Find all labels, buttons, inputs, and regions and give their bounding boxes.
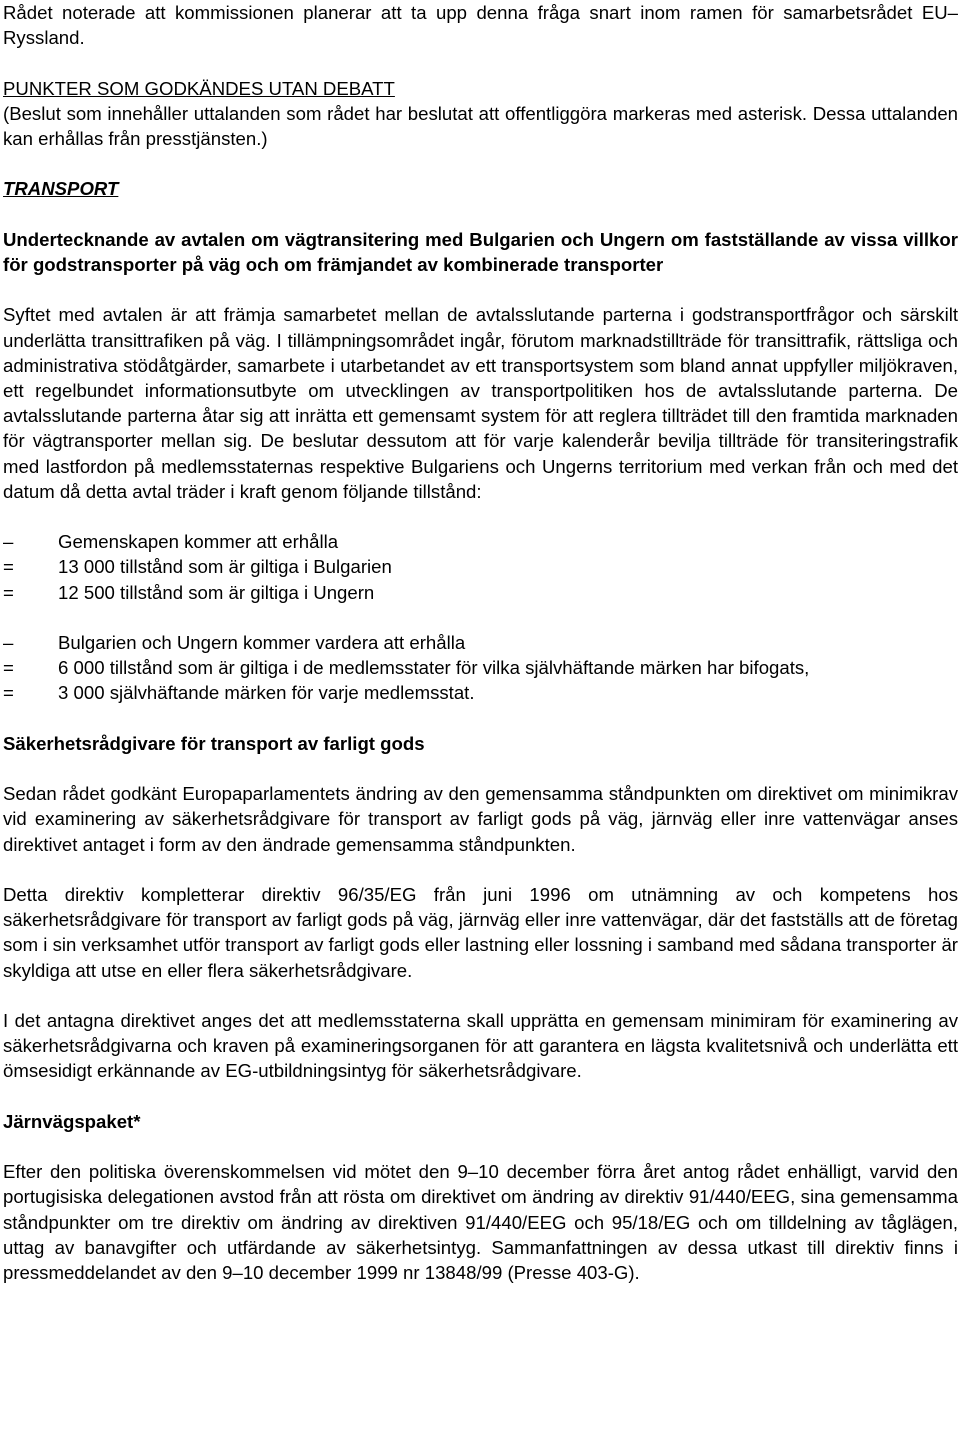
equals-marker: = <box>3 581 14 603</box>
list-subitem-text: 3 000 självhäftande märken för varje medlemsstat. <box>58 682 475 704</box>
list-item-label: Bulgarien och Ungern kommer vardera att erhålla <box>58 631 466 653</box>
list-subitem-text: 13 000 tillstånd som är giltiga i Bulgarien <box>58 556 392 578</box>
list-subitem-text: 12 500 tillstånd som är giltiga i Ungern <box>58 581 375 603</box>
list-subitem <box>3 655 958 680</box>
list-subitem-text: 6 000 tillstånd som är giltiga i de medlemsstater för vilka självhäftande märken har bifogats, <box>58 657 810 679</box>
safety-paragraph: I det antagna direktivet anges det att medlemsstaterna skall upprätta en gemensam minimiram för examinering av säkerhetsrådgivarna och kraven på examineringsorganen för att garantera en lägsta kvalitetsnivå och underlätta ett ömsesidigt erkännande av EG-utbildningsintyg för säkerhetsrådgivare. <box>3 1009 958 1082</box>
intro-paragraph: Rådet noterade att kommissionen planerar att ta upp denna fråga snart inom ramen för samarbetsrådet EU–Ryssland. <box>3 2 958 49</box>
approved-heading: PUNKTER SOM GODKÄNDES UTAN DEBATT <box>3 77 395 99</box>
dash-marker: – <box>3 631 14 653</box>
equals-marker: = <box>3 657 14 679</box>
agreement-body: Syftet med avtalen är att främja samarbetet mellan de avtalsslutande parterna i godstransportfrågor och särskilt underlätta transittrafiken på väg. I tillämpningsområdet ingår, förutom marknadstillträde för transittrafik, rättsliga och administrativa stödåtgärder, samarbete i utarbetandet av ett transportsystem som bland annat uppfyller miljökraven, ett regelbundet informationsutbyte om utvecklingen av transportpolitiken hos de avtalsslutande parterna. De avtalsslutande parterna åtar sig att inrätta ett gemensamt system för att reglera tillträdet till den framtida marknaden för vägtransporter mellan sig. De beslutar dessutom att för varje kalenderår bevilja tillträde för transiteringstrafik med lastfordon på medlemsstaternas respektive Bulgariens och Ungerns territorium med verkan från och med det datum då detta avtal träder i kraft genom följande tillstånd: <box>3 304 958 502</box>
safety-paragraph: Sedan rådet godkänt Europaparlamentets ändring av den gemensamma ståndpunkten om direktivet om minimikrav vid examinering av säkerhetsrådgivare för transport av farligt gods på väg, järnväg eller inre vattenvägar anses direktivet antaget i form av den ändrade gemensamma ståndpunkten. <box>3 783 958 855</box>
dash-marker: – <box>3 531 14 553</box>
safety-heading: Säkerhetsrådgivare för transport av farligt gods <box>3 732 425 754</box>
list-subitem <box>3 680 958 705</box>
permit-list-community <box>3 529 958 605</box>
list-item <box>3 529 958 554</box>
equals-marker: = <box>3 682 14 704</box>
equals-marker: = <box>3 556 14 578</box>
permit-list-bulgaria-hungary <box>3 630 958 706</box>
railway-heading: Järnvägspaket* <box>3 1110 141 1132</box>
approved-note: (Beslut som innehåller uttalanden som rådet har beslutat att offentliggöra markeras med asterisk. Dessa uttalanden kan erhållas från presstjänsten.) <box>3 102 958 149</box>
list-item <box>3 630 958 655</box>
list-subitem <box>3 554 958 579</box>
list-item-label: Gemenskapen kommer att erhålla <box>58 531 339 553</box>
agreement-title: Undertecknande av avtalen om vägtransitering med Bulgarien och Ungern om fastställande av vissa villkor för godstransporter på väg och om främjandet av kombinerade transporter <box>3 228 958 275</box>
list-subitem <box>3 580 958 605</box>
transport-heading: TRANSPORT <box>3 178 119 200</box>
safety-paragraph: Detta direktiv kompletterar direktiv 96/35/EG från juni 1996 om utnämning av och kompetens hos säkerhetsrådgivare för transport av farligt gods på väg, järnväg eller inre vattenvägar, där det fastställs att de företag som i sin verksamhet utför transport av farligt gods eller lastning eller lossning i samband med sådana transporter är skyldiga att utse en eller flera säkerhetsrådgivare. <box>3 883 958 981</box>
railway-paragraph: Efter den politiska överenskommelsen vid mötet den 9–10 december förra året antog rådet enhälligt, varvid den portugisiska delegationen avstod från att rösta om direktivet om ändring av direktiv 91/440/EEG, sina gemensamma ståndpunkter om tre direktiv om ändring av direktiven 91/440/EEG och 95/18/EG och om tilldelning av tåglägen, uttag av banavgifter och utfärdande av säkerhetsintyg. Sammanfattningen av dessa utkast till direktiv finns i pressmeddelandet av den 9–10 december 1999 nr 13848/99 (Presse 403-G). <box>3 1161 958 1283</box>
